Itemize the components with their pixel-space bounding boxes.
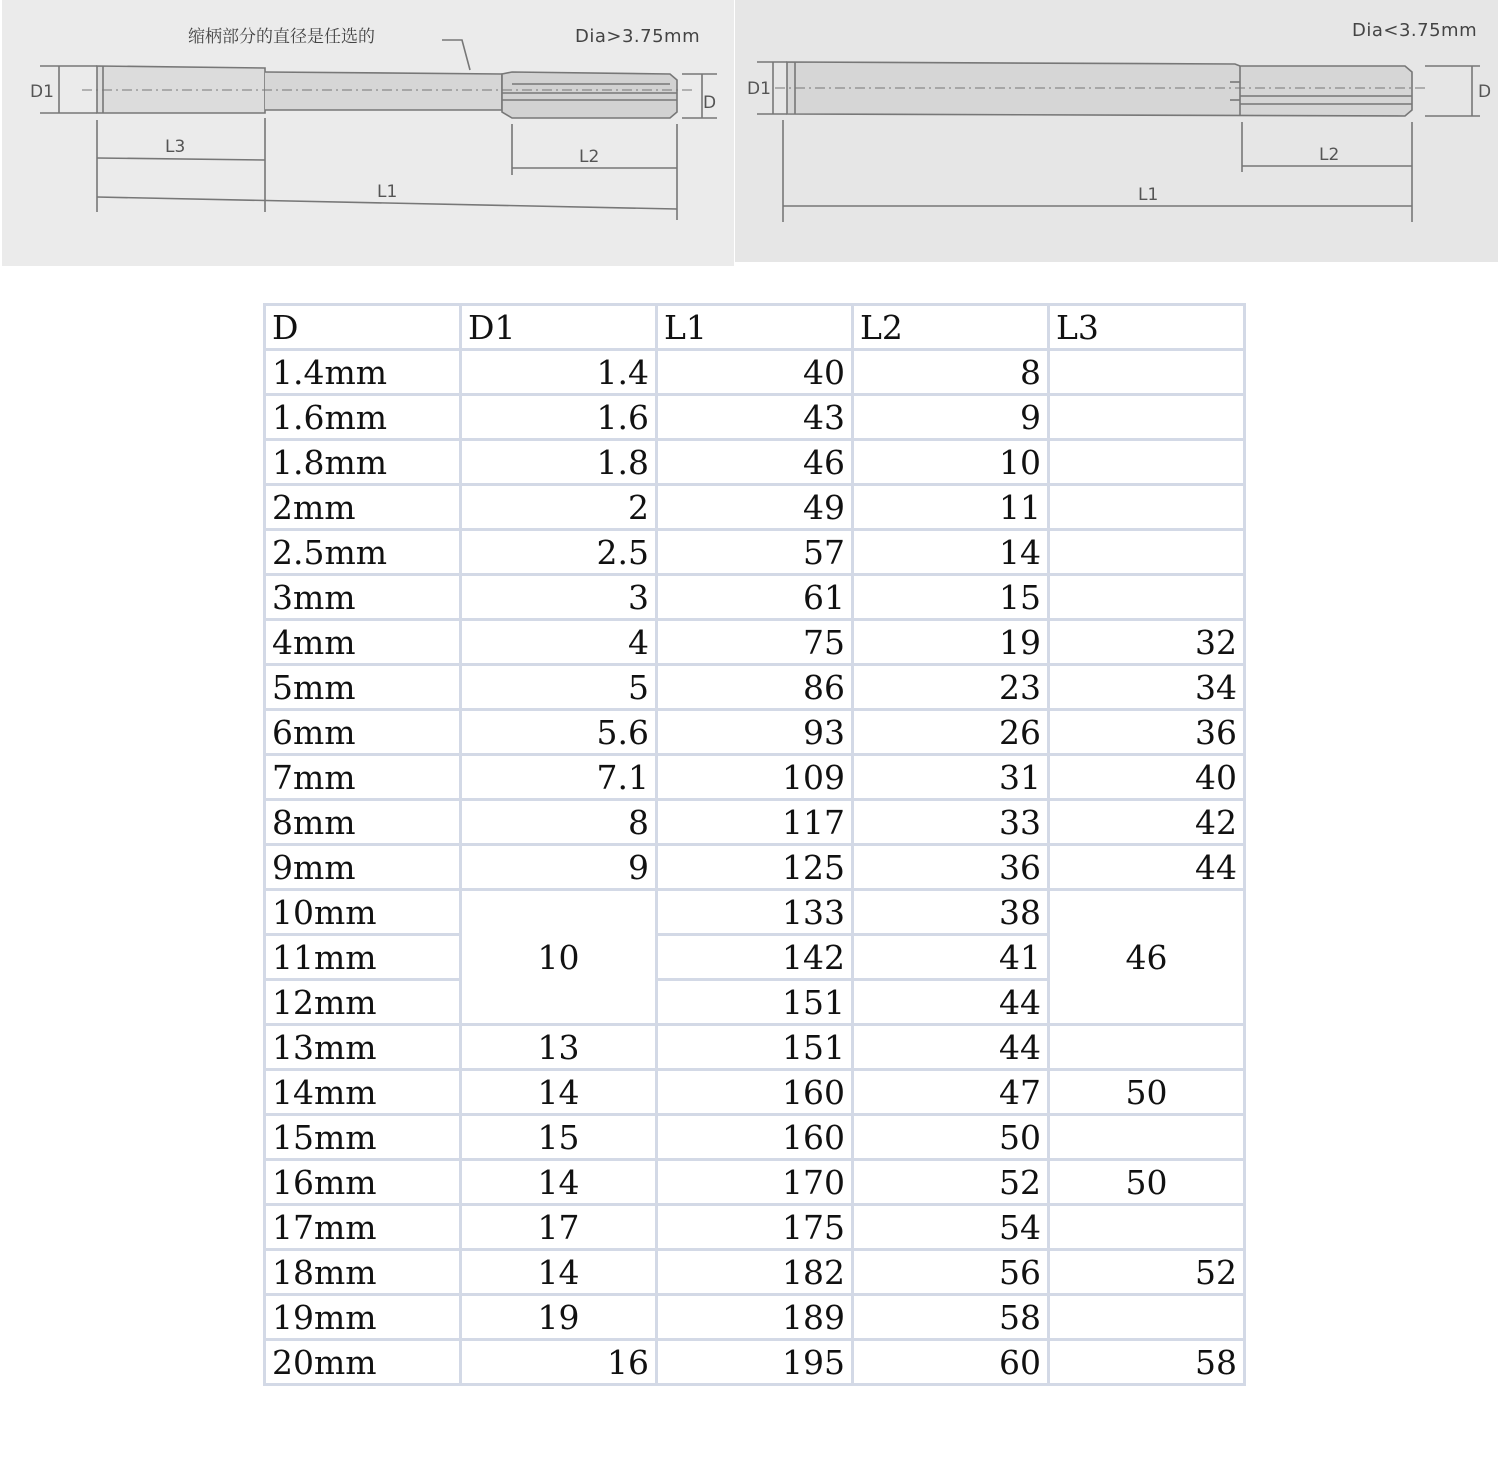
cell-l2: 23 [853,665,1049,710]
cell-l1: 125 [657,845,853,890]
table-row [265,1115,1245,1160]
cell-d: 17mm [265,1205,461,1250]
cell-l1: 151 [657,1025,853,1070]
table-row [265,755,1245,800]
label-l3: L3 [165,137,186,157]
cell-d1: 4 [461,620,657,665]
cell-l2: 41 [853,935,1049,980]
cell-l2: 44 [853,980,1049,1025]
table-row [265,1205,1245,1250]
header-l2: L2 [853,305,1049,350]
cell-d: 6mm [265,710,461,755]
table-row [265,485,1245,530]
cell-l2: 50 [853,1115,1049,1160]
label-d1-small: D1 [747,79,771,99]
cell-d1: 13 [461,1025,657,1070]
cell-l1: 142 [657,935,853,980]
cell-d1: 5.6 [461,710,657,755]
table-row [265,1295,1245,1340]
cell-d1: 19 [461,1295,657,1340]
cell-d: 10mm [265,890,461,935]
cell-l1: 57 [657,530,853,575]
cell-d1: 15 [461,1115,657,1160]
cell-l2: 38 [853,890,1049,935]
cell-l1: 109 [657,755,853,800]
cell-d: 14mm [265,1070,461,1115]
table-row [265,665,1245,710]
label-l1: L1 [377,182,398,202]
cell-l2: 19 [853,620,1049,665]
cell-d1: 14 [461,1070,657,1115]
cell-d1: 1.8 [461,440,657,485]
cell-l1: 195 [657,1340,853,1385]
reamer-diagram-large [2,0,734,266]
table-row [265,1340,1245,1385]
table-row [265,1250,1245,1295]
label-l2: L2 [579,147,600,167]
cell-d1: 3 [461,575,657,620]
cell-d: 9mm [265,845,461,890]
table-header-row [265,305,1245,350]
table-row [265,620,1245,665]
cell-d1: 7.1 [461,755,657,800]
cell-l1: 182 [657,1250,853,1295]
cell-l3: 34 [1049,665,1245,710]
cell-l1: 117 [657,800,853,845]
table-row [265,1025,1245,1070]
cell-d: 20mm [265,1340,461,1385]
cell-l1: 93 [657,710,853,755]
cell-d: 13mm [265,1025,461,1070]
cell-l2: 58 [853,1295,1049,1340]
cell-l2: 31 [853,755,1049,800]
cell-d1: 16 [461,1340,657,1385]
cell-l1: 189 [657,1295,853,1340]
label-d-small: D [1478,82,1492,102]
cell-d: 18mm [265,1250,461,1295]
cell-l1: 75 [657,620,853,665]
cell-d: 2.5mm [265,530,461,575]
cell-l2: 26 [853,710,1049,755]
cell-d: 7mm [265,755,461,800]
cell-l1: 61 [657,575,853,620]
cell-d1: 9 [461,845,657,890]
cell-d: 4mm [265,620,461,665]
cell-l2: 54 [853,1205,1049,1250]
cell-l3 [1049,485,1245,530]
cell-l2: 44 [853,1025,1049,1070]
cell-d1: 8 [461,800,657,845]
cell-l2: 11 [853,485,1049,530]
cell-d1: 14 [461,1160,657,1205]
cell-l2: 33 [853,800,1049,845]
cell-l3 [1049,395,1245,440]
cell-l2: 47 [853,1070,1049,1115]
label-d: D [703,93,717,113]
cell-l2: 60 [853,1340,1049,1385]
cell-d1: 17 [461,1205,657,1250]
reamer-diagram-small [735,0,1498,262]
cell-d: 11mm [265,935,461,980]
table-row [265,530,1245,575]
cell-l3: 36 [1049,710,1245,755]
cell-l2: 14 [853,530,1049,575]
cell-l3 [1049,1295,1245,1340]
cell-l3: 44 [1049,845,1245,890]
cell-l1: 86 [657,665,853,710]
cell-l3: 58 [1049,1340,1245,1385]
cell-l3: 50 [1049,1160,1245,1205]
diagram-note: 缩柄部分的直径是任选的 [188,27,375,47]
cell-d: 1.8mm [265,440,461,485]
header-d: D [265,305,461,350]
cell-d: 12mm [265,980,461,1025]
cell-d: 1.4mm [265,350,461,395]
label-l2-small: L2 [1319,145,1340,165]
header-l3: L3 [1049,305,1245,350]
cell-l3 [1049,575,1245,620]
cell-l3: 46 [1049,890,1245,1025]
table-row [265,845,1245,890]
label-l1-small: L1 [1138,185,1159,205]
cell-l3 [1049,1205,1245,1250]
cell-d1: 2 [461,485,657,530]
cell-l1: 46 [657,440,853,485]
cell-d1: 1.4 [461,350,657,395]
cell-l2: 52 [853,1160,1049,1205]
cell-d: 8mm [265,800,461,845]
header-l1: L1 [657,305,853,350]
cell-l2: 8 [853,350,1049,395]
cell-l3 [1049,1025,1245,1070]
cell-d: 19mm [265,1295,461,1340]
cell-d: 16mm [265,1160,461,1205]
cell-l2: 9 [853,395,1049,440]
cell-d1: 1.6 [461,395,657,440]
cell-d1: 5 [461,665,657,710]
table-row [265,575,1245,620]
cell-d: 5mm [265,665,461,710]
cell-l3 [1049,530,1245,575]
diameter-condition-large: Dia>3.75mm [575,26,701,47]
cell-l1: 175 [657,1205,853,1250]
cell-l3: 50 [1049,1070,1245,1115]
cell-l3 [1049,350,1245,395]
table-row [265,1070,1245,1115]
cell-d: 2mm [265,485,461,530]
cell-l3 [1049,1115,1245,1160]
cell-l2: 56 [853,1250,1049,1295]
cell-l3: 40 [1049,755,1245,800]
reamer-spec-table [263,303,1246,1386]
cell-l1: 43 [657,395,853,440]
cell-l1: 151 [657,980,853,1025]
cell-l1: 133 [657,890,853,935]
cell-l2: 10 [853,440,1049,485]
table-row [265,710,1245,755]
cell-d: 3mm [265,575,461,620]
cell-l3: 32 [1049,620,1245,665]
cell-d1: 14 [461,1250,657,1295]
cell-l3: 52 [1049,1250,1245,1295]
cell-l1: 160 [657,1070,853,1115]
cell-l3: 42 [1049,800,1245,845]
cell-l1: 170 [657,1160,853,1205]
table-row [265,1160,1245,1205]
cell-d: 15mm [265,1115,461,1160]
cell-l1: 49 [657,485,853,530]
cell-d1: 10 [461,890,657,1025]
cell-l1: 160 [657,1115,853,1160]
cell-d1: 2.5 [461,530,657,575]
diameter-condition-small: Dia<3.75mm [1352,20,1478,41]
header-d1: D1 [461,305,657,350]
table-row [265,350,1245,395]
reamer-drawing-small [735,0,1498,262]
table-row [265,890,1245,935]
table-row [265,440,1245,485]
cell-l2: 36 [853,845,1049,890]
table-row [265,395,1245,440]
cell-d: 1.6mm [265,395,461,440]
reamer-drawing-large [2,0,734,266]
table-row [265,800,1245,845]
cell-l1: 40 [657,350,853,395]
cell-l3 [1049,440,1245,485]
cell-l2: 15 [853,575,1049,620]
label-d1: D1 [30,82,54,102]
